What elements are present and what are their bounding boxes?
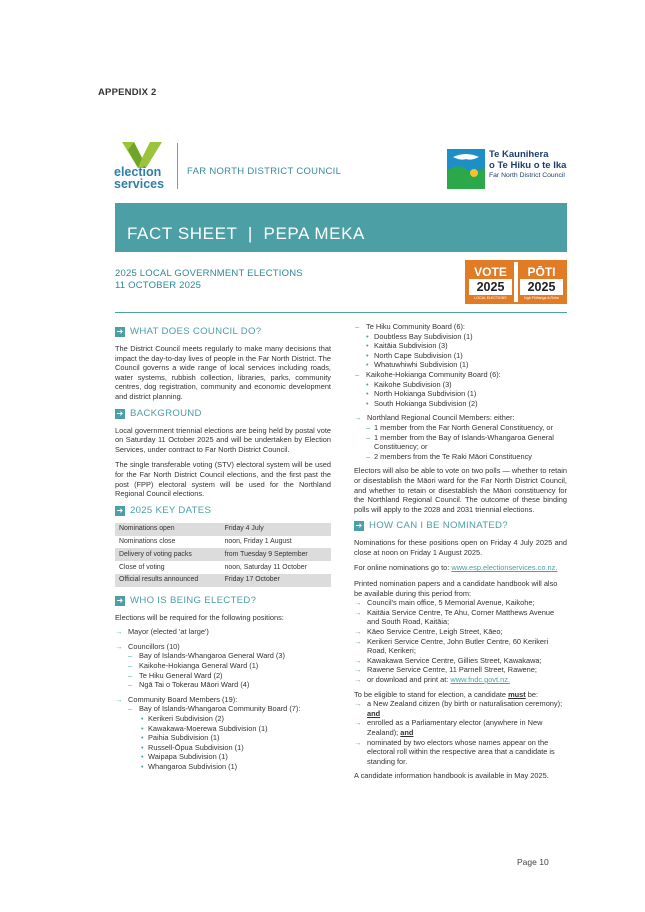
list-item: – Te Hiku General Ward (2) (128, 670, 223, 680)
banner-title: FACT SHEET | PEPA MEKA (127, 224, 365, 243)
list-item: → Council's main office, 5 Memorial Avenue, Kaikohe; (354, 598, 535, 608)
list-item: → enrolled as a Parliamentary elector (anywhere in New Zealand); and (354, 718, 543, 737)
list-item: → Kāeo Service Centre, Leigh Street, Kāeo; (354, 627, 503, 637)
section-heading-what-council: ➔ WHAT DOES COUNCIL DO? (116, 326, 262, 338)
list-item: → Kerikeri Service Centre, John Butler Centre, 60 Kerikeri Road, Kerikeri; (354, 636, 549, 656)
list-item: → Councillors (10) (115, 641, 180, 651)
list-item: → Mayor (elected 'at large') (115, 627, 209, 637)
list-item: • Paihia Subdivision (1) (141, 733, 220, 743)
esp-link[interactable]: www.esp.electionservices.co.nz. (451, 563, 558, 573)
vote-2025-badge (465, 260, 567, 304)
fndc-link[interactable]: www.fndc.govt.nz. (450, 675, 510, 684)
section-heading-key-dates: ➔ 2025 KEY DATES (116, 504, 212, 516)
te-kaunihera-logo-icon (447, 149, 485, 189)
vote-badge-english: VOTE 2025 LOCAL ELECTIONS (467, 262, 514, 302)
right-column (354, 322, 567, 781)
appendix-label: APPENDIX 2 (98, 87, 157, 98)
te-kaunihera-wordmark: Te Kaunihera o Te Hiku o te Ika Far North District Council (489, 149, 567, 179)
section-heading-who-elected: ➔ WHO IS BEING ELECTED? (116, 594, 257, 606)
list-item: • Kaitāia Subdivision (3) (366, 341, 448, 351)
list-item: • North Hokianga Subdivision (1) (366, 389, 477, 399)
list-item: – Bay of Islands-Whangaroa Community Board (7): (128, 704, 301, 714)
handbook-note: A candidate information handbook is available in May 2025. (354, 771, 549, 781)
list-item: → Rawene Service Centre, 11 Parnell Street, Rawene; (354, 665, 537, 675)
list-item: • Waipapa Subdivision (1) (141, 752, 228, 762)
list-item: → Community Board Members (19): (115, 694, 238, 704)
list-item: → Kawakawa Service Centre, Gillies Street, Kawakawa; (354, 655, 542, 665)
who-elected-intro: Elections will be required for the following positions: (115, 612, 284, 622)
arrow-box-icon: ➔ (116, 505, 124, 515)
list-item: → nominated by two electors whose names appear on the electoral roll within the respective area that a candidate is standing for. (354, 737, 555, 766)
background-paragraph-2: The single transferable voting (STV) electoral system will be used for the Far North District Council elections, and the first past the post (FPP) electoral system will be used for the Northland Regional Council elections. (115, 460, 331, 499)
page-number: Page 10 (517, 857, 549, 867)
table-row: Close of voting noon, Saturday 11 October (119, 563, 307, 571)
list-item: • Kaikohe Subdivision (3) (366, 379, 452, 389)
table-row: Official results announced Friday 17 October (115, 574, 331, 587)
polls-paragraph: Electors will also be able to vote on two polls — whether to retain or disestablish the Māori ward for the Far North District Council, and whether to retain or disestablish the Māori constituency for the Northland Regional Council. The outcome of these binding polls will apply to the 2028 and 2031 triennial elections. (354, 466, 567, 514)
election-heading: 2025 LOCAL GOVERNMENT ELECTIONS 11 OCTOBER 2025 (115, 268, 303, 291)
election-services-wordmark: election services (114, 165, 165, 191)
list-item: – 2 members from the Te Raki Māori Constituency (366, 451, 532, 461)
list-item: • Kawakawa-Moerewa Subdivision (1) (141, 723, 268, 733)
arrow-box-icon: ➔ (116, 595, 124, 605)
list-item: – Kaikohe-Hokianga Community Board (6): (355, 369, 501, 379)
list-item: • Whatuwhiwhi Subdivision (1) (366, 360, 469, 370)
key-dates-table (115, 523, 331, 587)
list-item: – 1 member from the Far North General Constituency, or (366, 422, 553, 432)
list-item: • Russell-Ōpua Subdivision (1) (141, 742, 244, 752)
list-item: → or download and print at: www.fndc.govt.nz. (354, 675, 510, 684)
table-row: Nominations open Friday 4 July (115, 523, 331, 536)
background-paragraph-1: Local government triennial elections are being held by postal vote on Saturday 11 October 2025 and will be undertaken by Election Services, under contract to Far North District Council. (115, 425, 331, 454)
section-heading-background: ➔ BACKGROUND (116, 407, 202, 419)
eligibility-intro: To be eligible to stand for election, a candidate must be: (354, 689, 539, 699)
list-item: → Northland Regional Council Members: either: (354, 413, 515, 423)
nominations-dates: Nominations for these positions open on Friday 4 July 2025 and close at noon on Friday 1 August 2025. (354, 538, 567, 557)
vote-badge-maori: PŌTI 2025 Ngā Pōtitanga ā-Rohe (518, 262, 565, 302)
list-item: → a New Zealand citizen (by birth or naturalisation ceremony); and (354, 699, 563, 718)
list-item: – Bay of Islands-Whangaroa General Ward (3) (128, 651, 285, 661)
logo-divider (177, 143, 178, 189)
table-row: Nominations close noon, Friday 1 August (119, 538, 292, 546)
list-item: • Kerikeri Subdivision (2) (141, 713, 224, 723)
list-item: – Te Hiku Community Board (6): (355, 322, 465, 331)
what-council-body: The District Council meets regularly to make many decisions that impact the day-to-day lives of people in the Far North District. The Council governs a wide range of local services including roads, water systems, rubbish collection, libraries, parks, community centres, dog registration, community and economic development and district planning. (115, 344, 331, 401)
header-rule (115, 312, 567, 313)
list-item: – Kaikohe-Hokianga General Ward (1) (128, 661, 259, 670)
table-row: Delivery of voting packs from Tuesday 9 September (115, 548, 331, 561)
election-services-logo (114, 142, 174, 194)
arrow-box-icon: ➔ (355, 521, 363, 531)
left-column (115, 322, 331, 772)
fndc-label: FAR NORTH DISTRICT COUNCIL (187, 166, 342, 177)
arrow-box-icon: ➔ (116, 408, 124, 418)
arrow-box-icon: ➔ (116, 327, 124, 336)
printed-papers-paragraph: Printed nomination papers and a candidate handbook will also be available during this period from: (354, 579, 558, 598)
list-item: – Ngā Tai o Tokerau Māori Ward (4) (128, 680, 250, 690)
list-item: • Doubtless Bay Subdivision (1) (366, 331, 473, 341)
fact-sheet-banner (115, 203, 567, 252)
list-item: • Whangaroa Subdivision (1) (141, 761, 238, 771)
section-heading-nominated: ➔ HOW CAN I BE NOMINATED? (355, 520, 508, 532)
list-item: → Kaitāia Service Centre, Te Ahu, Corner Matthews Avenue and South Road, Kaitāia; (354, 607, 555, 627)
list-item: – 1 member from the Bay of Islands-Whangaroa General Constituency; or (366, 432, 554, 452)
list-item: • South Hokianga Subdivision (2) (366, 398, 478, 408)
online-nominations: For online nominations go to: www.esp.electionservices.co.nz. (354, 563, 558, 573)
list-item: • North Cape Subdivision (1) (366, 350, 463, 360)
